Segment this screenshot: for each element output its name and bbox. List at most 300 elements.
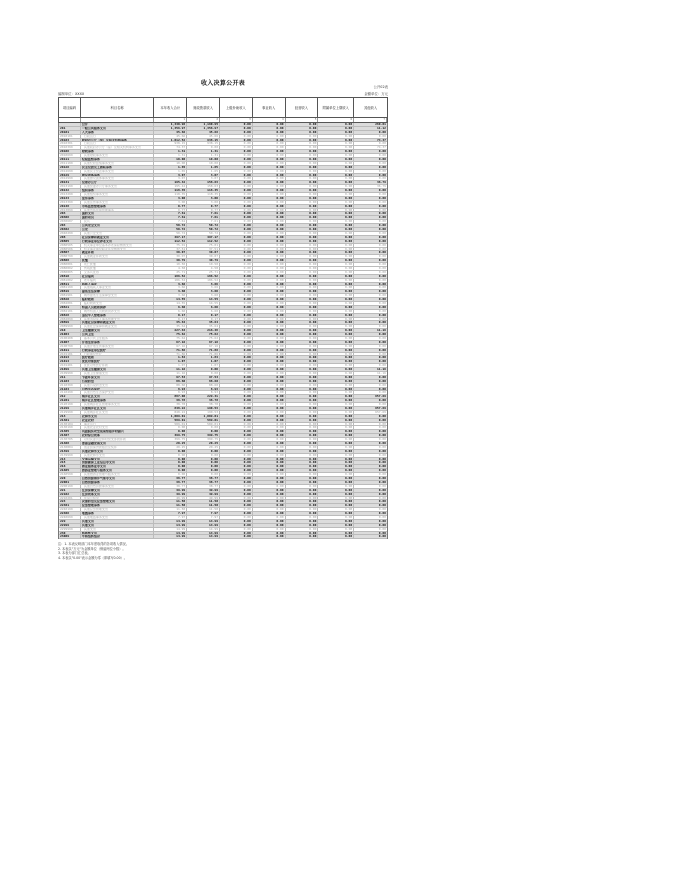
row-value: 118.35 (187, 189, 220, 192)
row-value: 0.00 (378, 504, 386, 508)
row-value: 11.50 (187, 504, 220, 507)
row-value: 0.00 (318, 535, 354, 538)
row-value: 0.00 (318, 388, 354, 391)
row-value: 0.00 (318, 532, 354, 535)
row-name: 市场监督管理事务 (81, 205, 155, 208)
row-code: 20828 (59, 314, 81, 317)
row-value: 0.00 (286, 232, 319, 235)
row-name: 其他宣传事务支出 (81, 201, 155, 204)
row-code: 21104 (59, 388, 81, 391)
row-value: 0.00 (286, 177, 319, 180)
form-number: 公开02表 (373, 85, 388, 89)
row-value: 38.78 (187, 399, 220, 402)
row-value: 0.00 (286, 403, 319, 406)
row-value: 0.00 (286, 142, 319, 145)
row-value: 0.00 (378, 321, 386, 325)
row-value: 14.55 (187, 302, 220, 305)
row-value: 50.72 (154, 228, 187, 231)
row-value: 0.00 (253, 286, 286, 289)
row-value: 0.00 (286, 419, 319, 422)
row-value: 0.00 (378, 426, 386, 430)
row-value: 1,009.01 (187, 415, 220, 418)
row-value: 3.66 (187, 286, 220, 289)
row-value: 0.00 (378, 305, 386, 309)
row-value: 0.00 (378, 403, 386, 407)
row-code: 21011 (59, 349, 81, 352)
row-value: 0.00 (318, 430, 354, 433)
row-value: 0.00 (286, 497, 319, 500)
row-value: 10.00 (187, 162, 220, 165)
row-value: 0.00 (318, 473, 354, 476)
row-value: 0.00 (286, 473, 319, 476)
row-value: 0.00 (220, 407, 253, 410)
row-code: 208 (59, 236, 81, 239)
row-value: 0.00 (286, 384, 319, 387)
row-value: 0.00 (378, 465, 386, 469)
row-name: 农业农村 (81, 419, 155, 422)
row-value: 0.00 (253, 298, 286, 301)
row-name: 行政单位医疗 (81, 353, 155, 356)
row-value: 0.00 (220, 135, 253, 138)
row-name: 其他支出 (81, 520, 155, 523)
row-value: 0.00 (220, 364, 253, 367)
row-value: 0.00 (220, 481, 253, 484)
row-value: 0.00 (154, 469, 187, 472)
row-value: 0.00 (286, 185, 319, 188)
row-value: 0.00 (220, 446, 253, 449)
row-value: 938.15 (187, 139, 220, 142)
row-value: 0.00 (378, 161, 386, 165)
row-value: 0.00 (220, 236, 253, 239)
row-name: 其他自然资源事务支出 (81, 485, 155, 488)
row-value: 7.61 (187, 216, 220, 219)
row-code: 2200199 (59, 485, 81, 488)
row-value: 0.00 (378, 274, 386, 278)
row-value: 0.00 (220, 294, 253, 297)
row-code: 2130804 (59, 446, 81, 449)
row-value: 0.00 (253, 205, 286, 208)
row-value: 0.00 (253, 458, 286, 461)
row-name: 义务兵优待 (81, 271, 155, 274)
row-value: 0.77 (154, 205, 187, 208)
row-value: 0.00 (378, 189, 386, 193)
row-name: 其他农林水支出 (81, 450, 155, 453)
row-value: 186.52 (187, 275, 220, 278)
row-value: 0.00 (378, 270, 386, 274)
row-code: 21004 (59, 333, 81, 336)
row-value: 0.00 (286, 461, 319, 464)
row-value: 0.00 (318, 209, 354, 212)
row-value: 0.00 (286, 535, 319, 538)
row-value: 0.00 (378, 500, 386, 504)
row-value: 0.00 (253, 283, 286, 286)
row-value: 0.00 (220, 154, 253, 157)
row-code: 21007 (59, 341, 81, 344)
row-name: 行政运行 (81, 135, 155, 138)
row-value: 0.00 (318, 135, 354, 138)
row-name: 国防动员 (81, 216, 155, 219)
row-value: 0.00 (187, 146, 220, 149)
row-value: 0.00 (220, 220, 253, 223)
row-value: 0.00 (187, 473, 220, 476)
row-name: 普惠金融发展支出 (81, 442, 155, 445)
row-value: 1.07 (154, 364, 187, 367)
row-value: 848.22 (154, 411, 187, 414)
row-value: 0.00 (220, 423, 253, 426)
row-value: 1,012.52 (154, 139, 187, 142)
row-value: 0.00 (253, 497, 286, 500)
row-value: 0.00 (253, 407, 286, 410)
row-value: 0.00 (220, 298, 253, 301)
row-value: 0.00 (318, 372, 354, 375)
row-value: 0.00 (378, 278, 386, 282)
row-value: 0.00 (318, 220, 354, 223)
row-value: 158.63 (187, 185, 220, 188)
row-value: 0.00 (253, 376, 286, 379)
row-value: 0.00 (187, 372, 220, 375)
row-value: 0.00 (318, 267, 354, 270)
column-index: 6 (318, 118, 354, 122)
row-value: 195.42 (154, 181, 187, 184)
row-value: 0.00 (318, 158, 354, 161)
row-value: 0.00 (286, 259, 319, 262)
row-value: 0.00 (220, 325, 253, 328)
column-header: 项目编码 (59, 98, 81, 117)
row-value: 0.00 (286, 131, 319, 134)
row-value: 589.01 (154, 423, 187, 426)
row-value: 0.00 (253, 236, 286, 239)
row-name: 自然资源事务 (81, 481, 155, 484)
row-value: 0.00 (318, 263, 354, 266)
row-name: 城市特困人员救助供养支出 (81, 310, 155, 313)
row-value: 0.00 (220, 146, 253, 149)
row-name: 其他就业补助支出 (81, 255, 155, 258)
row-value: 657.69 (375, 410, 386, 414)
row-value: 8.93 (187, 391, 220, 394)
row-code: 22102 (59, 493, 81, 496)
row-value: 0.00 (187, 430, 220, 433)
row-value: 0.00 (378, 523, 386, 527)
row-value: 0.00 (220, 150, 253, 153)
row-name: 社会福利 (81, 275, 155, 278)
row-value: 0.00 (253, 209, 286, 212)
row-value: 0.00 (253, 185, 286, 188)
row-value: 112.52 (154, 240, 187, 243)
row-code: 22001 (59, 481, 81, 484)
row-code: 2080805 (59, 271, 81, 274)
row-value: 11.50 (187, 508, 220, 511)
row-value: 3.00 (154, 201, 187, 204)
row-code: 2110499 (59, 391, 81, 394)
row-value: 0.00 (286, 438, 319, 441)
row-value: 0.00 (378, 480, 386, 484)
row-name: 其他污染防治支出 (81, 384, 155, 387)
row-value: 38.77 (187, 485, 220, 488)
row-value: 0.00 (253, 353, 286, 356)
row-value: 0.00 (318, 310, 354, 313)
row-value: 0.00 (286, 193, 319, 196)
row-name: 一般公共服务支出 (81, 127, 155, 130)
row-value: 0.00 (220, 185, 253, 188)
row-value: 227.64 (154, 329, 187, 332)
row-value: 0.00 (220, 356, 253, 359)
row-value: 0.00 (220, 318, 253, 321)
row-value: 0.17 (154, 318, 187, 321)
row-value: 112.52 (187, 240, 220, 243)
row-value: 0.00 (318, 127, 354, 130)
row-value: 0.00 (220, 286, 253, 289)
row-value: 75.01 (154, 244, 187, 247)
row-value: 0.00 (220, 197, 253, 200)
row-name: 民主党派及工商联事务 (81, 166, 155, 169)
row-value: 0.00 (286, 395, 319, 398)
row-name: 污染防治 (81, 380, 155, 383)
row-code: 220 (59, 477, 81, 480)
row-name: 其他民主党派事务支出 (81, 170, 155, 173)
row-value: 3.00 (187, 197, 220, 200)
row-value: 10.00 (154, 162, 187, 165)
row-value: 0.00 (318, 419, 354, 422)
row-value: 0.00 (187, 450, 220, 453)
row-code: 2013299 (59, 193, 81, 196)
row-name: 资源勘探工业信息等支出 (81, 461, 155, 464)
row-name: 地震事务 (81, 512, 155, 515)
row-code: 230 (59, 532, 81, 535)
row-name: 就业补助 (81, 251, 155, 254)
row-code: 2109999 (59, 372, 81, 375)
row-value: 0.00 (286, 458, 319, 461)
row-value: 0.00 (318, 341, 354, 344)
row-value: 0.00 (253, 135, 286, 138)
row-value: 0.00 (253, 259, 286, 262)
row-value: 0.00 (253, 399, 286, 402)
footnote-line: 2. 本表以"万元"为金额单位（保留两位小数）。 (58, 546, 126, 551)
row-value: 97.53 (187, 376, 220, 379)
row-value: 0.00 (220, 177, 253, 180)
row-value: 0.00 (220, 189, 253, 192)
row-value: 49.99 (154, 497, 187, 500)
row-value: 0.00 (378, 527, 386, 531)
row-value: 0.00 (318, 477, 354, 480)
row-value: 11.16 (154, 368, 187, 371)
row-value: 0.00 (286, 146, 319, 149)
row-value: 0.00 (286, 364, 319, 367)
row-value: 0.00 (253, 532, 286, 535)
row-value: 0.00 (318, 181, 354, 184)
row-value: 0.00 (286, 158, 319, 161)
row-value: 1.84 (187, 356, 220, 359)
row-name: 其他支出 (81, 528, 155, 531)
row-value: 0.00 (253, 255, 286, 258)
row-code: 229 (59, 520, 81, 523)
row-value: 0.00 (378, 496, 386, 500)
row-value: 67.16 (187, 345, 220, 348)
row-value: 0.00 (154, 426, 187, 429)
row-value: 0.00 (286, 380, 319, 383)
row-value: 0.00 (378, 414, 386, 418)
row-value: 7.61 (154, 216, 187, 219)
row-value: 3.60 (154, 294, 187, 297)
row-code: 2010399 (59, 146, 81, 149)
row-value: 0.00 (378, 356, 386, 360)
row-code: 2081199 (59, 286, 81, 289)
row-value: 0.00 (253, 318, 286, 321)
row-value: 0.00 (286, 489, 319, 492)
row-name: 其他退役军人事务管理支出 (81, 318, 155, 321)
row-code: 2130104 (59, 423, 81, 426)
row-value: 0.00 (253, 306, 286, 309)
row-value: 0.00 (286, 426, 319, 429)
row-name: 其他卫生健康支出 (81, 368, 155, 371)
row-value: 7.61 (154, 212, 187, 215)
row-value: 0.00 (220, 349, 253, 352)
row-value: 0.00 (318, 391, 354, 394)
row-value: 1,356.97 (187, 127, 220, 130)
row-value: 0.00 (318, 403, 354, 406)
row-value: 0.00 (253, 248, 286, 251)
row-value: 0.00 (220, 353, 253, 356)
row-value: 195.42 (154, 185, 187, 188)
row-value: 0.00 (378, 177, 386, 181)
row-value: 11.12 (376, 126, 386, 130)
row-value: 0.00 (318, 380, 354, 383)
row-value: 0.00 (286, 353, 319, 356)
row-value: 3.07 (154, 174, 187, 177)
row-name: 自然生态保护 (81, 388, 155, 391)
row-value: 67.16 (187, 341, 220, 344)
row-value: 38.77 (154, 481, 187, 484)
row-value: 0.00 (318, 212, 354, 215)
row-value: 0.00 (378, 387, 386, 391)
row-code: 2130705 (59, 438, 81, 441)
row-value: 0.00 (286, 493, 319, 496)
row-value: 45.66 (187, 135, 220, 138)
row-value: 0.00 (253, 341, 286, 344)
organization-label: 编制单位：XXXX (58, 92, 85, 96)
row-value: 0.00 (286, 321, 319, 324)
row-value: 0.00 (286, 216, 319, 219)
row-value: 118.35 (154, 193, 187, 196)
row-name: 转移性支出 (81, 532, 155, 535)
row-code: 221 (59, 489, 81, 492)
row-value: 0.00 (253, 512, 286, 515)
row-value: 0.00 (220, 259, 253, 262)
row-value: 0.00 (286, 236, 319, 239)
row-name: 其他旅游业管理与服务支出 (81, 473, 155, 476)
row-code: 2080802 (59, 267, 81, 270)
column-index (59, 118, 81, 122)
row-value: 11.50 (154, 504, 187, 507)
row-name: 其他党委办公厅事务支出 (81, 185, 155, 188)
row-value: 0.00 (378, 457, 386, 461)
row-value: 0.00 (286, 286, 319, 289)
row-code: 23009 (59, 535, 81, 538)
row-value: 10.50 (154, 263, 187, 266)
row-value: 0.00 (253, 419, 286, 422)
row-value: 0.00 (220, 139, 253, 142)
row-value: 0.00 (253, 251, 286, 254)
row-value: 0.00 (220, 142, 253, 145)
row-value: 0.77 (187, 209, 220, 212)
row-value: 589.01 (187, 423, 220, 426)
row-value: 0.00 (253, 193, 286, 196)
row-value: 0.00 (318, 450, 354, 453)
row-value: 0.00 (378, 492, 386, 496)
row-value: 0.00 (253, 473, 286, 476)
row-value: 0.00 (154, 461, 187, 464)
row-value: 0.00 (318, 329, 354, 332)
row-value: 0.00 (253, 181, 286, 184)
row-value: 25.71 (187, 271, 220, 274)
column-header: 其他收入 (363, 106, 378, 110)
row-value: 0.00 (253, 356, 286, 359)
row-code: 21605 (59, 469, 81, 472)
row-value: 0.00 (378, 360, 386, 364)
row-name: 行政事业单位医疗 (81, 349, 155, 352)
row-value: 0.00 (220, 469, 253, 472)
row-value: 0.00 (318, 271, 354, 274)
row-code: 2030607 (59, 220, 81, 223)
row-value: 75.01 (187, 244, 220, 247)
row-value: 38.77 (187, 481, 220, 484)
row-name: 公安 (81, 228, 155, 231)
row-value: 0.00 (286, 314, 319, 317)
row-value: 6.60 (187, 306, 220, 309)
row-value: 0.00 (220, 209, 253, 212)
table-body (58, 123, 388, 539)
row-value: 30.07 (187, 255, 220, 258)
row-code: 2080506 (59, 248, 81, 251)
row-code: 2082101 (59, 310, 81, 313)
row-value: 0.00 (253, 364, 286, 367)
row-name: 节能环保支出 (81, 376, 155, 379)
row-value: 0.00 (378, 228, 386, 231)
row-name: 其他应急管理支出 (81, 508, 155, 511)
row-code: 2080799 (59, 255, 81, 258)
row-value: 399.75 (187, 434, 220, 437)
row-value: 11.16 (376, 368, 386, 371)
row-value: 37.51 (154, 248, 187, 251)
unit-label: 金额单位：万元 (364, 92, 388, 96)
row-value: 0.00 (378, 158, 386, 161)
row-value: 0.00 (378, 519, 386, 523)
row-value: 0.00 (220, 415, 253, 418)
row-value: 50.72 (187, 232, 220, 235)
row-code: 20402 (59, 228, 81, 231)
row-value: 589.01 (187, 419, 220, 422)
row-code (59, 123, 81, 126)
row-name: 其他公安支出 (81, 232, 155, 235)
row-value: 0.00 (378, 212, 386, 216)
row-value: 74.37 (154, 146, 187, 149)
row-value: 0.00 (286, 469, 319, 472)
row-name: 事业运行 (81, 423, 155, 426)
row-value: 0.00 (286, 154, 319, 157)
row-value: 75.62 (154, 333, 187, 336)
row-value: 0.00 (318, 465, 354, 468)
row-code: 22401 (59, 504, 81, 507)
row-value: 0.00 (318, 399, 354, 402)
row-name: 人大事务 (81, 131, 155, 134)
row-code: 20129 (59, 174, 81, 177)
row-code: 2011199 (59, 162, 81, 165)
row-value: 0.00 (253, 384, 286, 387)
row-value: 0.00 (253, 461, 286, 464)
row-value: 71.86 (154, 349, 187, 352)
row-value: 0.00 (378, 434, 386, 438)
row-value: 0.00 (253, 508, 286, 511)
row-value: 0.00 (220, 489, 253, 492)
